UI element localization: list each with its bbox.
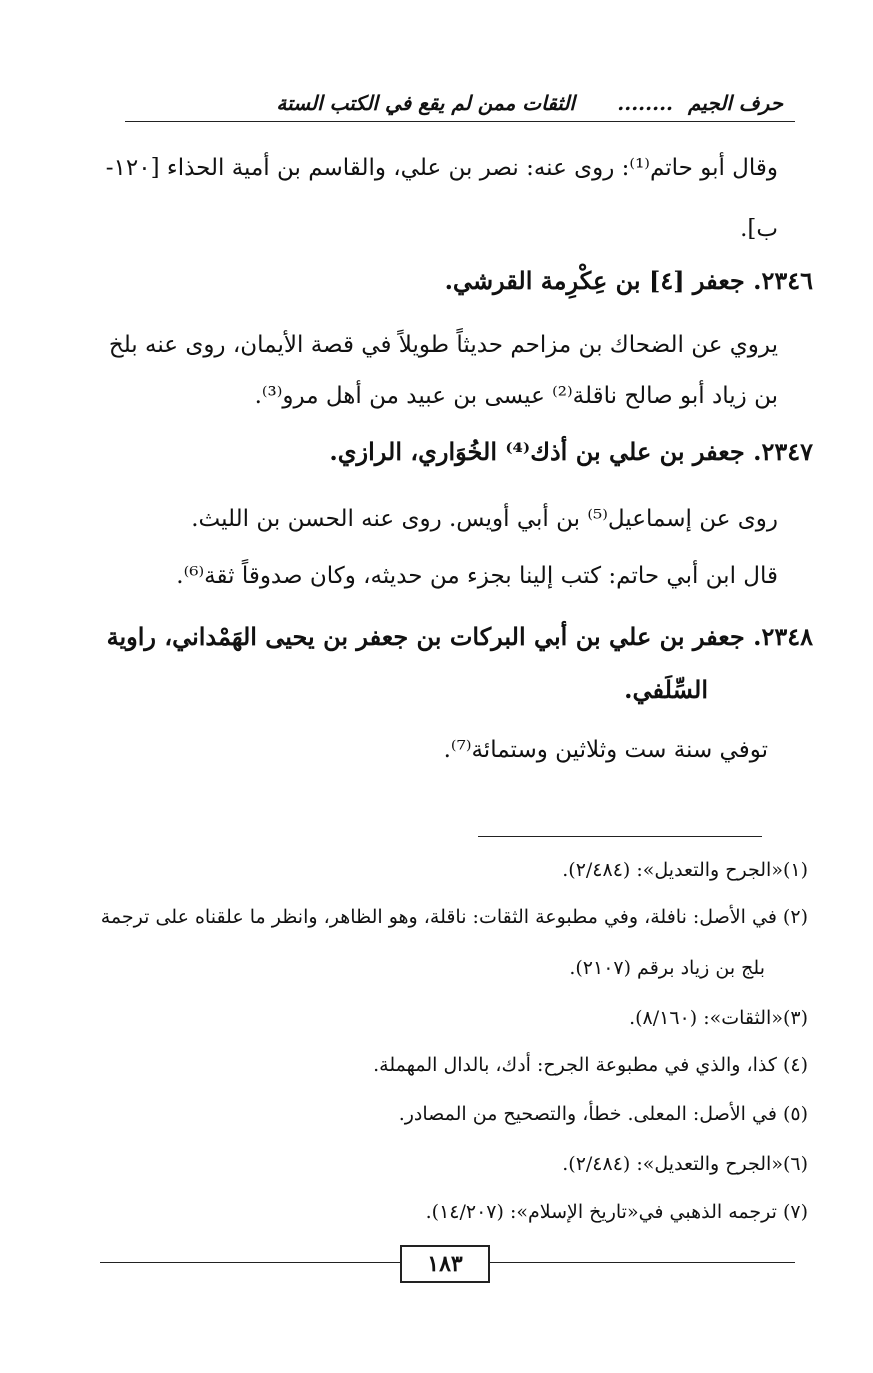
- body-line-1: وقال أبو حاتم⁽¹⁾: روى عنه: نصر بن علي، والقاسم بن أمية الحذاء [١٢٠-: [105, 155, 778, 181]
- running-header-right: الثقات ممن لم يقع في الكتب الستة: [276, 91, 575, 115]
- page-number: ١٨٣: [427, 1251, 463, 1277]
- footnote-2-cont: بلج بن زياد برقم (٢١٠٧).: [569, 957, 765, 979]
- footnote-1: (١)«الجرح والتعديل»: (٢/٤٨٤).: [562, 859, 808, 881]
- body-line-4: يروي عن الضحاك بن مزاحم حديثاً طويلاً في قصة الأيمان، روى عنه بلخ: [108, 332, 778, 358]
- body-line-2: ب].: [740, 216, 778, 242]
- body-line-5: بن زياد أبو صالح ناقلة⁽²⁾ عيسى بن عبيد من أهل مرو⁽³⁾.: [254, 383, 778, 409]
- body-line-11: توفي سنة ست وثلاثين وستمائة⁽⁷⁾.: [443, 737, 768, 763]
- running-header-dots: ........: [617, 91, 673, 115]
- entry-2347-title: ٢٣٤٧. جعفر بن علي بن أذك⁽⁴⁾ الخُوَاري، الرازي.: [329, 437, 813, 466]
- body-line-7: روى عن إسماعيل⁽⁵⁾ بن أبي أويس. روى عنه الحسن بن الليث.: [191, 506, 778, 532]
- running-header-left: حرف الجيم: [688, 91, 783, 115]
- footnote-2: (٢) في الأصل: نافلة، وفي مطبوعة الثقات: ناقلة، وهو الظاهر، وانظر ما علقناه على ترجمة: [100, 906, 808, 928]
- footnote-7: (٧) ترجمه الذهبي في«تاريخ الإسلام»: (١٤/٢٠٧).: [425, 1201, 808, 1223]
- page-number-box: [400, 1245, 490, 1283]
- entry-2346-title: ٢٣٤٦. جعفر [٤] بن عِكْرِمة القرشي.: [444, 266, 813, 295]
- footnote-3: (٣)«الثقات»: (٨/١٦٠).: [629, 1007, 808, 1029]
- footnote-4: (٤) كذا، والذي في مطبوعة الجرح: أدك، بالدال المهملة.: [373, 1054, 808, 1076]
- footnote-6: (٦)«الجرح والتعديل»: (٢/٤٨٤).: [562, 1153, 808, 1175]
- header-rule: [125, 121, 795, 122]
- footnote-separator: [478, 836, 762, 837]
- entry-2348-title: ٢٣٤٨. جعفر بن علي بن أبي البركات بن جعفر بن يحيى الهَمْداني، راوية: [106, 622, 813, 651]
- entry-2348-title-cont: السِّلَفي.: [624, 675, 708, 704]
- footnote-5: (٥) في الأصل: المعلى. خطأ، والتصحيح من المصادر.: [398, 1103, 808, 1125]
- body-line-8: قال ابن أبي حاتم: كتب إلينا بجزء من حديثه، وكان صدوقاً ثقة⁽⁶⁾.: [176, 563, 778, 589]
